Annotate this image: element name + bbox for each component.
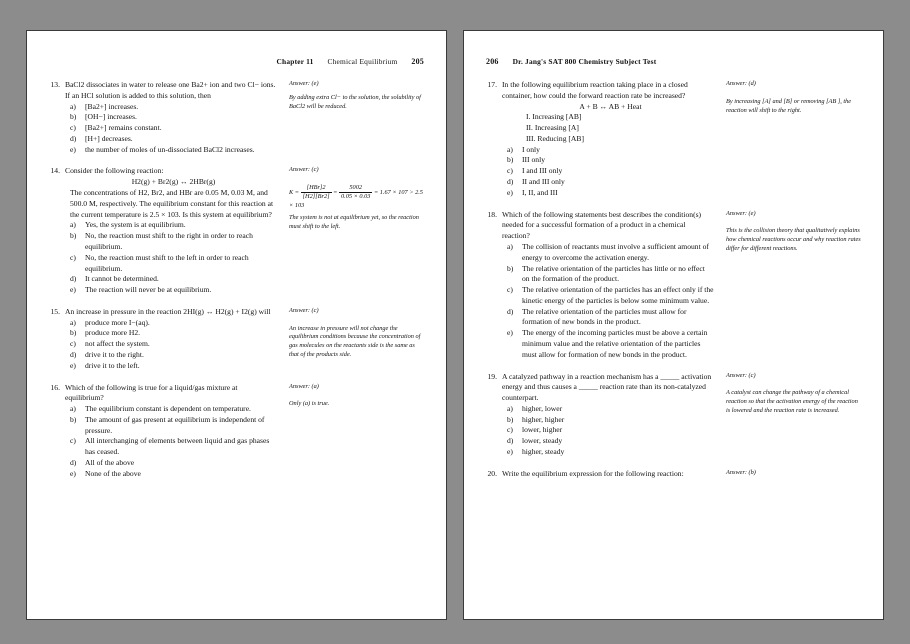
roman-item: III. Reducing [AB] <box>526 133 584 143</box>
choice-item <box>49 253 277 275</box>
question-18 <box>486 210 861 361</box>
choice-item <box>486 145 714 156</box>
choice-list <box>486 145 714 199</box>
answer-margin <box>277 80 424 155</box>
choice-item <box>49 274 277 285</box>
choice-label: c) <box>70 252 76 262</box>
choice-text: higher, higher <box>522 414 565 424</box>
answer-margin <box>277 307 424 372</box>
choice-text: II and III only <box>522 177 565 187</box>
choice-item <box>486 264 714 286</box>
choice-item <box>49 220 277 231</box>
choice-item <box>486 425 714 436</box>
question-stem: Consider the following reaction: <box>65 166 164 176</box>
choice-item <box>49 145 277 156</box>
question-stem: Which of the following statements best describes the condition(s) needed for a successful formation of a product in a chemical reaction? <box>502 209 702 241</box>
choice-item <box>486 307 714 329</box>
answer-note: The system is not at equilibrium yet, so the reaction must shift to the left. <box>289 214 419 231</box>
answer-note: Only (a) is true. <box>289 400 330 408</box>
choice-text: I and III only <box>522 166 563 176</box>
choice-item <box>486 328 714 360</box>
choice-list <box>486 242 714 361</box>
running-head-title: Chemical Equilibrium <box>327 57 398 66</box>
answer-note: This is the collision theory that qualitatively explains how chemical reactions occur and why reaction rates differ for different reactions. <box>726 227 861 253</box>
choice-item <box>49 328 277 339</box>
choice-label: c) <box>70 436 76 446</box>
choice-item <box>49 102 277 113</box>
choice-text: The collision of reactants must involve a sufficient amount of energy to overcome the activation energy. <box>522 241 709 262</box>
question-13 <box>49 80 424 155</box>
choice-text: The energy of the incoming particles must be above a certain minimum value and the relative orientation of the particles must allow for formation of new bonds in the product. <box>522 328 708 359</box>
question-stem: An increase in pressure in the reaction 2HI(g) ↔ H2(g) + I2(g) will <box>65 306 271 316</box>
choice-text: Yes, the system is at equilibrium. <box>85 220 186 230</box>
choice-label: d) <box>70 458 77 467</box>
choice-text: No, the reaction must shift to the right in order to reach equilibrium. <box>85 231 253 251</box>
choice-text: I, II, and III <box>522 187 558 197</box>
choice-label: b) <box>70 231 77 241</box>
choice-label: c) <box>70 123 76 133</box>
choice-label: b) <box>507 414 514 424</box>
choice-label: e) <box>70 360 76 370</box>
choice-label: d) <box>70 274 77 284</box>
question-stem: Which of the following is true for a liquid/gas mixture at equilibrium? <box>65 382 238 403</box>
fraction-numerator: [HBr]2 <box>301 184 332 193</box>
choice-item <box>486 188 714 199</box>
answer-margin <box>714 80 861 199</box>
choice-text: The reaction will never be at equilibrium. <box>85 285 212 295</box>
question-number: 13. <box>50 80 60 89</box>
choice-item <box>49 350 277 361</box>
formula-equals: = <box>333 189 338 197</box>
choice-text: higher, lower <box>522 403 563 413</box>
choice-label: c) <box>70 339 76 349</box>
choice-list <box>49 404 277 479</box>
choice-text: No, the reaction must shift to the left in order to reach equilibrium. <box>85 252 249 273</box>
choice-item <box>49 404 277 415</box>
running-head-chapter: Chapter 11 <box>276 57 314 66</box>
answer-label: Answer: (d) <box>726 80 756 87</box>
choice-item <box>49 469 277 480</box>
choice-text: produce more I−(aq). <box>85 317 150 327</box>
answer-note: A catalyst can change the pathway of a chemical reaction so that the activation energy of the reaction is lowered and the reaction rate is increased. <box>726 389 858 414</box>
answer-label: Answer: (b) <box>726 468 756 476</box>
choice-item <box>486 285 714 307</box>
roman-list <box>486 112 714 144</box>
fraction-numerator: 5002 <box>339 184 372 193</box>
answer-label: Answer: (a) <box>289 382 319 390</box>
choice-text: not affect the system. <box>85 339 150 349</box>
question-stem: In the following equilibrium reaction taking place in a closed container, how could the forward reaction rate be increased? <box>502 80 688 100</box>
choice-item <box>486 415 714 426</box>
question-number: 18. <box>487 209 497 219</box>
answer-label: Answer: (e) <box>289 80 319 87</box>
choice-label: e) <box>507 328 513 338</box>
choice-text: [Ba2+] remains constant. <box>85 123 162 133</box>
choice-item <box>486 436 714 447</box>
choice-item <box>486 166 714 177</box>
formula-fraction-2 <box>339 184 372 201</box>
question-stem: Write the equilibrium expression for the following reaction: <box>502 468 684 478</box>
choice-list <box>49 102 277 156</box>
question-body <box>486 372 714 458</box>
choice-label: e) <box>70 468 76 478</box>
page-folio-right: 206 <box>486 57 499 66</box>
page-folio-left: 205 <box>411 57 424 66</box>
answer-margin <box>714 372 861 458</box>
choice-label: a) <box>70 101 76 111</box>
choice-item <box>49 285 277 296</box>
choice-text: The relative orientation of the particles has an effect only if the kinetic energy of the particles is below some minimum value. <box>522 285 714 305</box>
choice-item <box>49 361 277 372</box>
question-20 <box>486 469 861 483</box>
running-head-right <box>486 57 861 66</box>
choice-text: drive it to the left. <box>85 360 140 370</box>
choice-text: All interchanging of elements between liquid and gas phases has ceased. <box>85 436 270 457</box>
choice-label: d) <box>507 177 514 187</box>
choice-item <box>49 458 277 469</box>
choice-item <box>49 339 277 350</box>
question-stem: A catalyzed pathway in a reaction mechanism has a _____ activation energy and thus causes a _____ reaction rate than its non-catalyzed counterpart. <box>502 371 712 403</box>
answer-margin <box>277 383 424 480</box>
page-left <box>26 30 447 620</box>
fraction-denominator: [H2][Br2] <box>302 193 330 201</box>
choice-item <box>486 404 714 415</box>
choice-label: d) <box>70 133 77 143</box>
choice-item <box>49 112 277 123</box>
choice-label: a) <box>507 241 513 251</box>
answer-margin <box>714 210 861 361</box>
question-16 <box>49 383 424 480</box>
choice-label: b) <box>70 414 77 424</box>
choice-label: a) <box>70 220 76 230</box>
answer-margin <box>277 166 424 295</box>
choice-label: c) <box>507 166 513 176</box>
question-stem: BaCl2 dissociates in water to release one Ba2+ ion and two Cl− ions. If an HCl solution is added to this solution, then <box>65 80 276 100</box>
question-number: 15. <box>50 306 60 316</box>
choice-label: e) <box>70 285 76 295</box>
choice-label: b) <box>70 112 77 122</box>
running-head-title: Dr. Jang's SAT 800 Chemistry Subject Test <box>512 57 657 66</box>
choice-label: e) <box>507 447 513 456</box>
choice-label: a) <box>70 404 76 414</box>
choice-label: a) <box>70 317 76 327</box>
choice-item <box>49 134 277 145</box>
question-body <box>49 307 277 372</box>
answer-note: By adding extra Cl− to the solution, the solubility of BaCl2 will be reduced. <box>289 93 421 110</box>
question-19 <box>486 372 861 458</box>
choice-text: [OH−] increases. <box>85 112 137 122</box>
choice-item <box>49 436 277 458</box>
choice-item <box>486 447 714 458</box>
question-number: 14. <box>50 166 60 176</box>
roman-item: II. Increasing [A] <box>526 123 579 133</box>
choice-label: a) <box>507 144 513 154</box>
fraction-denominator: 0.05 × 0.03 <box>340 193 371 201</box>
question-body <box>486 210 714 361</box>
page-right <box>463 30 884 620</box>
choice-label: e) <box>70 144 76 154</box>
question-body <box>486 80 714 199</box>
question-number: 17. <box>487 80 497 89</box>
choice-label: d) <box>70 349 77 359</box>
choice-list <box>49 318 277 372</box>
choice-text: [H+] decreases. <box>85 133 133 143</box>
choice-label: d) <box>507 306 514 316</box>
question-body <box>49 80 277 155</box>
formula-fraction-1 <box>301 184 332 201</box>
choice-item <box>486 155 714 166</box>
choice-list <box>486 404 714 458</box>
answer-note: An increase in pressure will not change the equilibrium conditions because the concentration of gas molecules on the reactants side is the same as that of the products side. <box>289 324 421 359</box>
running-head-left <box>49 57 424 66</box>
answer-margin <box>714 469 861 483</box>
answer-label: Answer: (c) <box>289 306 319 314</box>
question-stem-continued: The concentrations of H2, Br2, and HBr are 0.05 M, 0.03 M, and 500.0 M, respectively. The equilibrium constant for this reaction at the current temperature is 2.5 × 103. Is this system at equilibrium? <box>70 188 274 219</box>
choice-item <box>49 231 277 253</box>
choice-text: All of the above <box>85 458 135 467</box>
answer-label: Answer: (e) <box>726 209 756 217</box>
choice-text: [Ba2+] increases. <box>85 101 139 111</box>
answer-label: Answer: (c) <box>289 166 319 174</box>
question-equation: A + B ↔ AB + Heat <box>579 101 642 111</box>
choice-text: I only <box>522 144 540 154</box>
question-15 <box>49 307 424 372</box>
choice-item <box>49 318 277 329</box>
question-14 <box>49 166 424 295</box>
choice-label: b) <box>70 328 77 338</box>
roman-item: I. Increasing [AB] <box>526 112 582 122</box>
choice-text: the number of moles of un-dissociated BaCl2 increases. <box>85 144 255 154</box>
formula-prefix: K = <box>289 189 300 197</box>
choice-label: b) <box>507 263 514 273</box>
choice-item <box>486 242 714 264</box>
choice-label: d) <box>507 436 514 446</box>
choice-label: c) <box>507 285 513 295</box>
choice-text: The equilibrium constant is dependent on temperature. <box>85 404 251 414</box>
question-equation: H2(g) + Br2(g) ↔ 2HBr(g) <box>131 177 216 187</box>
choice-text: The relative orientation of the particles has little or no effect on the formation of the product. <box>522 263 705 284</box>
choice-list <box>49 220 277 295</box>
choice-item <box>49 415 277 437</box>
choice-text: produce more H2. <box>85 328 141 338</box>
choice-label: c) <box>507 425 513 435</box>
choice-label: e) <box>507 187 513 197</box>
choice-text: III only <box>522 155 545 165</box>
choice-text: The amount of gas present at equilibrium is independent of pressure. <box>85 414 265 435</box>
question-body <box>486 469 714 483</box>
question-17 <box>486 80 861 199</box>
answer-note: By increasing [A] and [B] or removing [AB ], the reaction will shift to the right. <box>726 97 852 114</box>
choice-text: It cannot be determined. <box>85 274 159 284</box>
question-number: 16. <box>50 382 60 392</box>
choice-text: lower, steady <box>522 436 563 446</box>
choice-item <box>486 177 714 188</box>
formula-tail: = 1.67 × 107 > 2.5 × 103 <box>289 189 423 209</box>
choice-item <box>49 123 277 134</box>
choice-label: b) <box>507 155 514 165</box>
choice-label: a) <box>507 403 513 413</box>
question-number: 20. <box>487 468 497 478</box>
choice-text: higher, steady <box>522 447 565 456</box>
choice-text: drive it to the right. <box>85 349 144 359</box>
choice-text: The relative orientation of the particles must allow for formation of new bonds in the product. <box>522 306 687 327</box>
question-body <box>49 166 277 295</box>
choice-text: None of the above <box>85 468 141 478</box>
question-body <box>49 383 277 480</box>
answer-formula <box>289 184 424 210</box>
answer-label: Answer: (c) <box>726 371 756 379</box>
question-number: 19. <box>487 371 497 381</box>
choice-text: lower, higher <box>522 425 563 435</box>
